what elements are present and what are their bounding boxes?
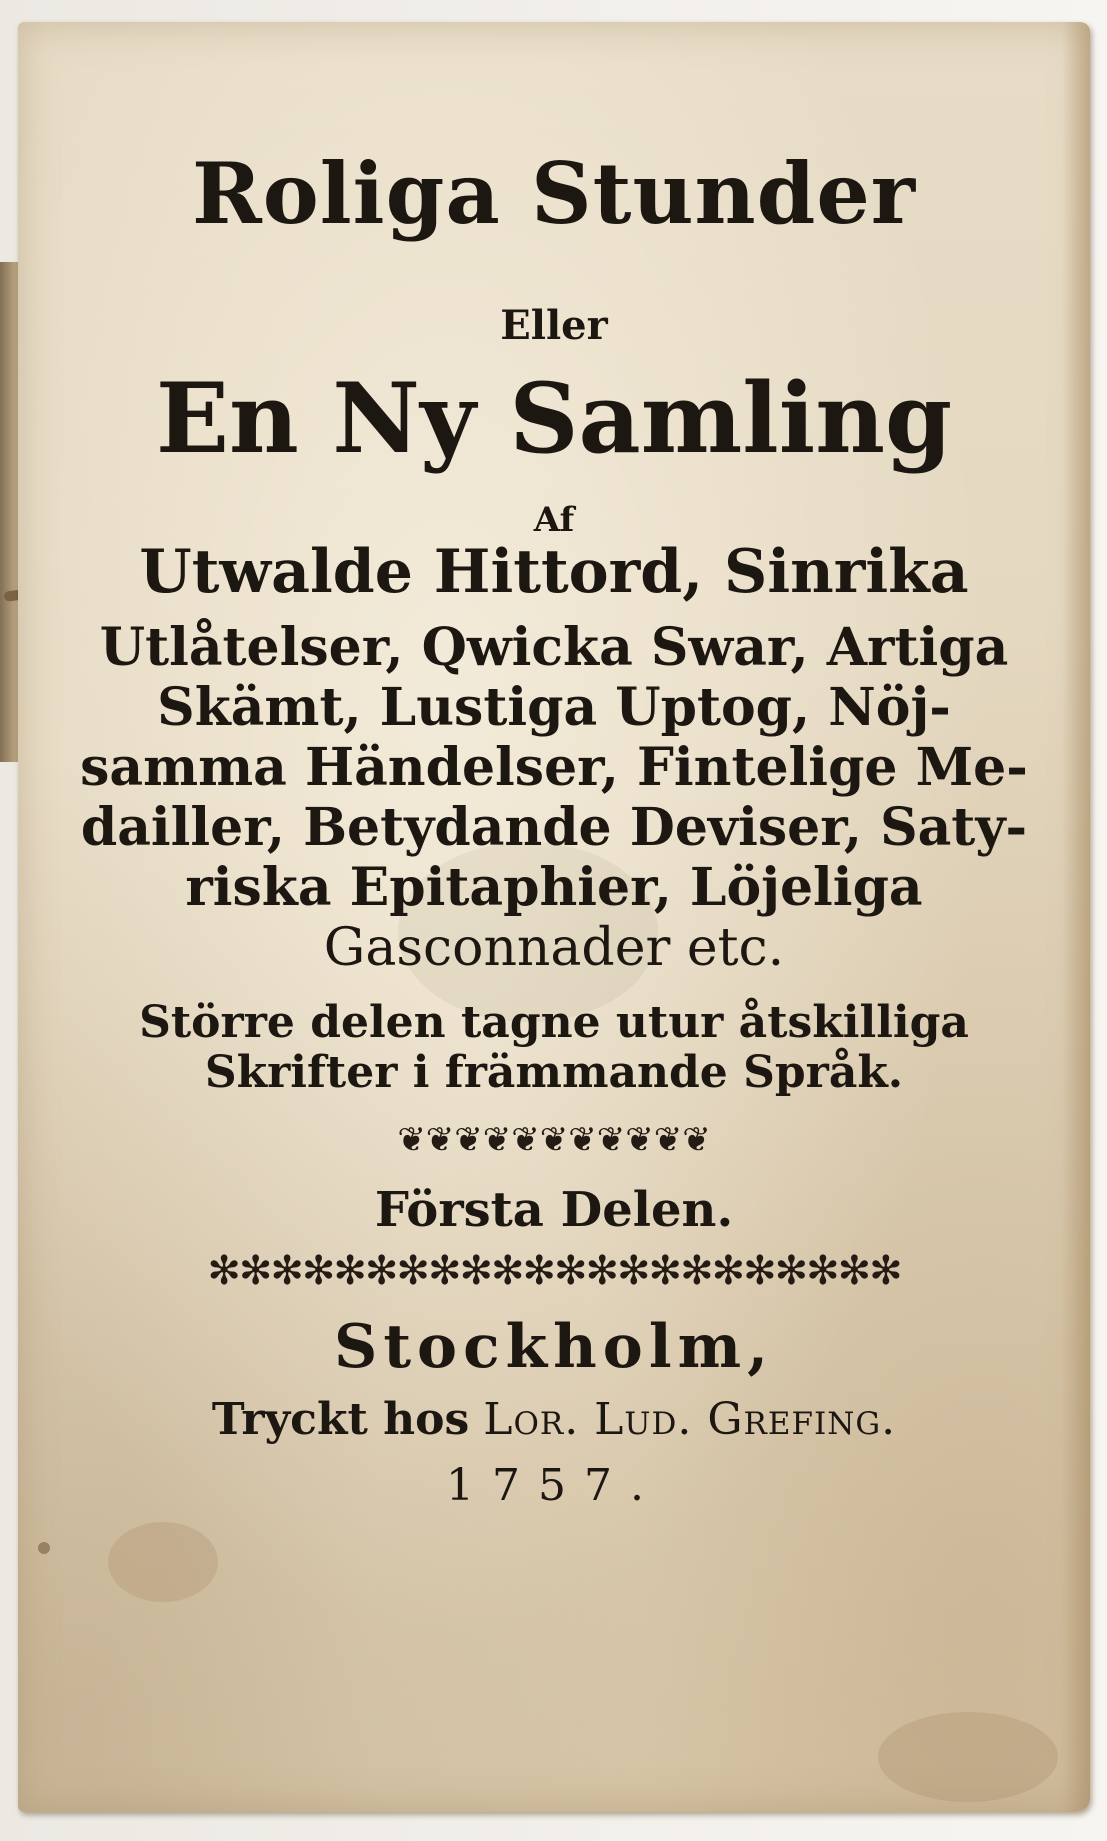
book-title: Roliga Stunder [191, 144, 917, 243]
description-line: Utlåtelser, Qwicka Swar, Artiga [99, 617, 1009, 678]
description-line: dailler, Betydande Deviser, Saty- [80, 797, 1028, 858]
paper-stain [878, 1712, 1058, 1802]
fleuron-ornament-row: ❦❦❦❦❦❦❦❦❦❦❦ [397, 1120, 711, 1160]
title-page [18, 22, 1090, 1812]
imprint-year: 1757. [446, 1460, 662, 1511]
printer-name: Lor. Lud. Grefing. [483, 1394, 897, 1445]
printed-by-label: Tryckt hos [211, 1394, 470, 1445]
paper-stain [38, 1542, 50, 1554]
imprint-city: Stockholm, [334, 1312, 774, 1382]
imprint-printer [18, 1394, 1090, 1445]
part-label: Första Delen. [374, 1182, 734, 1238]
title-af: Af [533, 500, 575, 540]
description-line: Gasconnader etc. [323, 918, 785, 978]
title-connector: Eller [500, 302, 608, 349]
description-line: riska Epitaphier, Löjeliga [185, 857, 923, 918]
source-note-line: Skrifter i främmande Språk. [204, 1047, 904, 1098]
description-line: Skämt, Lustiga Uptog, Nöj- [157, 677, 951, 738]
description-line: samma Händelser, Fintelige Me- [80, 737, 1028, 798]
page-edge-shadow [1062, 22, 1090, 1812]
paper-stain [108, 1522, 218, 1602]
source-note-line: Större delen tagne utur åtskilliga [139, 997, 969, 1048]
book-subtitle: En Ny Samling [155, 362, 953, 475]
decorative-border-ornament: ✻✻✻✻✻✻✻✻✻✻✻✻✻✻✻✻✻✻✻✻✻✻ [207, 1248, 901, 1294]
description-line: Utwalde Hittord, Sinrika [139, 537, 969, 607]
